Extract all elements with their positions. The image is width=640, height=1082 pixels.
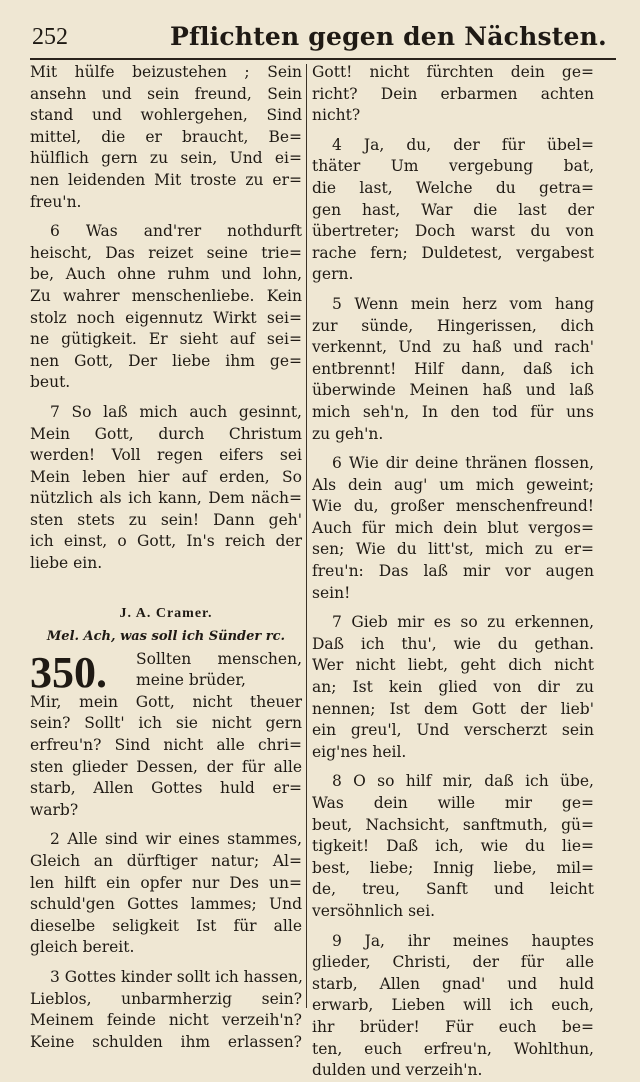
text-line: gern. [312,265,354,284]
text-line: werden! Voll regen eifers sei [30,446,302,465]
text-line: stand und wohlergehen, Sind [30,106,302,125]
text-line: heischt, Das reizet seine trie= [30,243,302,262]
text-line: warb? [30,800,79,819]
text-line: zur sünde, Hingerissen, dich [312,316,594,335]
text-line: entbrennt! Hilf dann, daß ich [312,359,594,378]
text-line: beut. [30,373,71,392]
text-line: 9 Ja, ihr meines hauptes [332,931,594,950]
text-line: nen leidenden Mit troste zu er= [30,170,302,189]
text-line: erwarb, Lieben will ich euch, [312,996,594,1015]
text-line: freu'n. [30,192,82,211]
text-line: 7 Gieb mir es so zu erkennen, [332,613,594,632]
text-line: 6 Wie dir deine thränen flossen, [332,454,594,473]
hymn-350 [30,649,302,822]
verse-2 [30,829,302,959]
text-line: nicht? [312,106,361,125]
text-line: zu geh'n. [312,424,384,443]
verse-7 [30,402,302,575]
verse-6 [312,453,594,604]
text-line: starb, Allen Gottes huld er= [30,779,302,798]
text-line: 3 Gottes kinder sollt ich hassen, [50,967,303,986]
text-line: nen Gott, Der liebe ihm ge= [30,351,302,370]
text-line: ihr brüder! Für euch be= [312,1017,594,1036]
text-line: versöhnlich sei. [312,901,436,920]
text-line: 7 So laß mich auch gesinnt, [50,402,302,421]
text-line: Mein Gott, durch Christum [30,424,302,443]
text-line: Keine schulden ihm erlassen? [30,1032,302,1051]
text-line: übertreter; Doch warst du von [312,222,594,241]
text-line: Mir, mein Gott, nicht theuer [30,692,302,711]
text-line: Gleich an dürftiger natur; Al= [30,852,302,870]
verse-1 [30,692,302,822]
left-column [30,62,302,1052]
text-line: verkennt, Und zu haß und rach' [312,338,594,357]
text-line: best, liebe; Innig liebe, mil= [312,858,594,877]
column-divider [306,64,307,1008]
verse-9 [312,931,594,1082]
text-line: erfreu'n? Sind nicht alle chri= [30,736,302,755]
text-line: Gott! nicht fürchten dein ge= [312,63,594,81]
right-column [312,62,594,1080]
text-line: schuld'gen Gottes lammes; Und [30,895,302,914]
text-line: mittel, die er braucht, Be= [30,127,302,146]
text-line: eig'nes heil. [312,742,407,761]
text-line: ansehn und sein freund, Sein [30,84,302,103]
hymn-author: J. A. Cramer. [119,605,213,621]
text-line: Mit hülfe beizustehen ; Sein [30,63,302,81]
text-line: glieder, Christi, der für alle [312,953,594,972]
text-line: 6 Was and'rer nothdurft [50,222,302,241]
running-title: Pflichten gegen den Nächsten. [170,22,607,51]
text-line: Wie du, großer menschenfreund! [312,497,594,516]
text-line: 2 Alle sind wir eines stammes, [50,830,302,849]
text-line: be, Auch ohne ruhm und lohn, [30,265,302,284]
text-line: Auch für mich dein blut vergos= [312,518,594,537]
text-line: sten glieder Dessen, der für alle [30,757,302,776]
text-line: sein? Sollt' ich sie nicht gern [30,714,302,733]
verse-8 [312,771,594,922]
text-line: sten stets zu sein! Dann geh' [30,510,302,529]
text-line: hülflich gern zu sein, Und ei= [30,149,302,168]
verse-6 [30,221,302,394]
text-line: 4 Ja, du, der für übel= [332,135,594,154]
text-line: ein greu'l, Und verscherzt sein [312,721,594,740]
text-line: ne gütigkeit. Er sieht auf sei= [30,330,302,349]
text-line: mich seh'n, In den tod für uns [312,402,594,421]
text-line: Was dein wille mir ge= [312,794,594,812]
text-line: Daß ich thu', wie du gethan. [312,634,594,653]
text-line: len hilft ein opfer nur Des un= [30,873,302,892]
text-line: gen hast, War die last der [312,200,594,219]
text-line: Mein leben hier auf erden, So [30,467,302,486]
page-number: 252 [32,24,68,50]
verse-7 [312,612,594,763]
hymn-melody: Mel. Ach, was soll ich Sünder rc. [46,628,286,644]
text-line: Meinem feinde nicht verzeih'n? [30,1011,302,1030]
page-header [30,22,616,60]
text-line: dieselbe seligkeit Ist für alle [30,916,302,935]
text-line: Sollten menschen, [136,649,302,668]
text-line: die last, Welche du getra= [312,178,594,197]
text-line: dulden und verzeih'n. [312,1061,483,1080]
text-line: tigkeit! Daß ich, wie du lie= [312,837,594,856]
text-line: meine brüder, [136,671,246,690]
verse-continuation [30,62,302,213]
hymn-number: 350. [30,647,107,697]
text-line: starb, Allen gnad' und huld [312,974,594,993]
text-line: nennen; Ist dem Gott der lieb' [312,699,594,718]
text-line: sen; Wie du litt'st, mich zu er= [312,540,594,559]
text-line: ich einst, o Gott, In's reich der [30,532,302,551]
text-line: rache fern; Duldetest, vergabest [312,243,594,262]
text-line: liebe ein. [30,554,103,573]
text-line: an; Ist kein glied von dir zu [312,678,594,697]
verse-4 [312,135,594,286]
text-line: 8 O so hilf mir, daß ich übe, [332,772,594,791]
text-line: stolz noch eigennutz Wirkt sei= [30,308,302,327]
text-line: freu'n: Das laß mir vor augen [312,562,594,581]
text-line: Lieblos, unbarmherzig sein? [30,989,302,1008]
text-line: richt? Dein erbarmen achten [312,84,594,103]
text-line: nützlich als ich kann, Dem näch= [30,489,302,508]
text-line: Als dein aug' um mich geweint; [312,475,594,494]
text-line: überwinde Meinen haß und laß [312,381,594,400]
text-line: sein! [312,583,351,602]
verse-5 [312,294,594,445]
text-line: Wer nicht liebt, geht dich nicht [312,656,594,675]
text-line: de, treu, Sanft und leicht [312,880,594,899]
text-line: gleich bereit. [30,938,135,957]
text-line: thäter Um vergebung bat, [312,157,594,176]
verse-3 [30,967,302,1053]
text-line: Zu wahrer menschenliebe. Kein [30,286,302,305]
text-line: ten, euch erfreu'n, Wohlthun, [312,1039,594,1058]
verse-3-continuation [312,62,594,127]
text-line: beut, Nachsicht, sanftmuth, gü= [312,815,594,834]
text-line: 5 Wenn mein herz vom hang [332,294,594,313]
